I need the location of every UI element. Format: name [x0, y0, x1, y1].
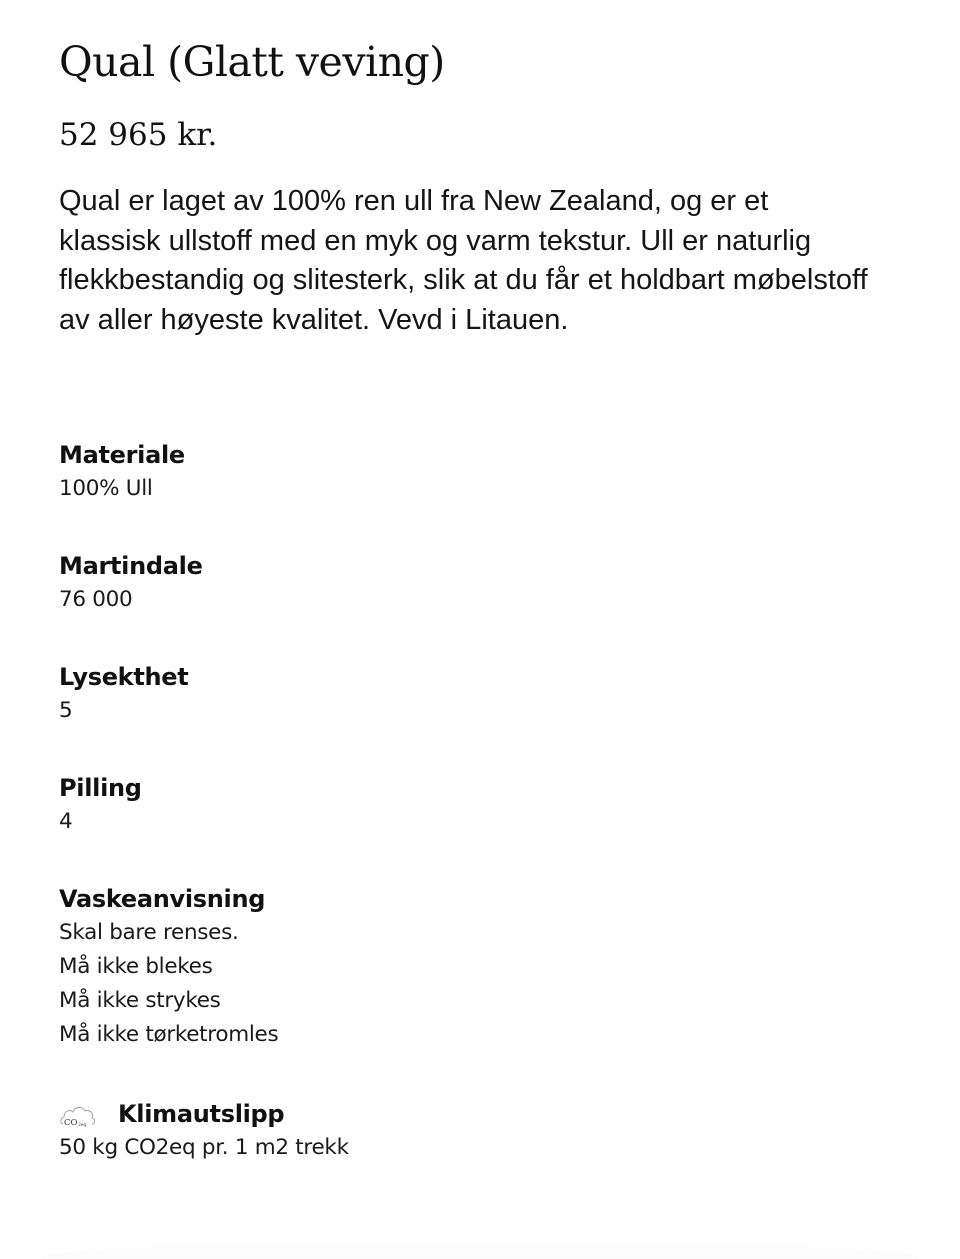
bottom-edge-shadow: [40, 1238, 920, 1259]
spec-value: 5: [59, 698, 73, 723]
svg-text:CO: CO: [64, 1118, 78, 1128]
spec-care-instructions: [59, 882, 278, 1052]
spec-label: Klimautslipp: [118, 1100, 285, 1128]
spec-value: 100% Ull: [59, 476, 153, 501]
product-title: Qual (Glatt veving): [59, 38, 445, 86]
spec-label: Martindale: [59, 552, 203, 580]
care-line: Skal bare renses.: [59, 920, 239, 945]
spec-label: Vaskeanvisning: [59, 885, 266, 913]
spec-label: Lysekthet: [59, 663, 189, 691]
product-price: 52 965 kr.: [59, 117, 218, 153]
spec-martindale: [59, 549, 203, 617]
product-description: Qual er laget av 100% ren ull fra New Zealand, og er et klassisk ullstoff med en myk og varm tekstur. Ull er naturlig flekkbestandig og slitesterk, slik at du får et holdbart møbelstoff av aller høyeste kvalitet. Vevd i Litauen.: [59, 185, 868, 336]
care-line: Må ikke tørketromles: [59, 1022, 279, 1047]
spec-climate: [59, 1097, 349, 1165]
spec-value: 76 000: [59, 587, 133, 612]
spec-material: [59, 438, 185, 506]
care-line: Må ikke strykes: [59, 988, 221, 1013]
spec-lightfastness: [59, 660, 188, 728]
spec-pilling: [59, 771, 142, 839]
spec-value: 50 kg CO2eq pr. 1 m2 trekk: [59, 1135, 349, 1160]
co2-cloud-icon: [59, 1098, 97, 1130]
climate-header: [59, 1097, 349, 1131]
spec-label: Pilling: [59, 774, 142, 802]
spec-label: Materiale: [59, 441, 185, 469]
care-line: Må ikke blekes: [59, 954, 213, 979]
svg-text:2eq: 2eq: [78, 1123, 87, 1128]
spec-value: 4: [59, 809, 73, 834]
